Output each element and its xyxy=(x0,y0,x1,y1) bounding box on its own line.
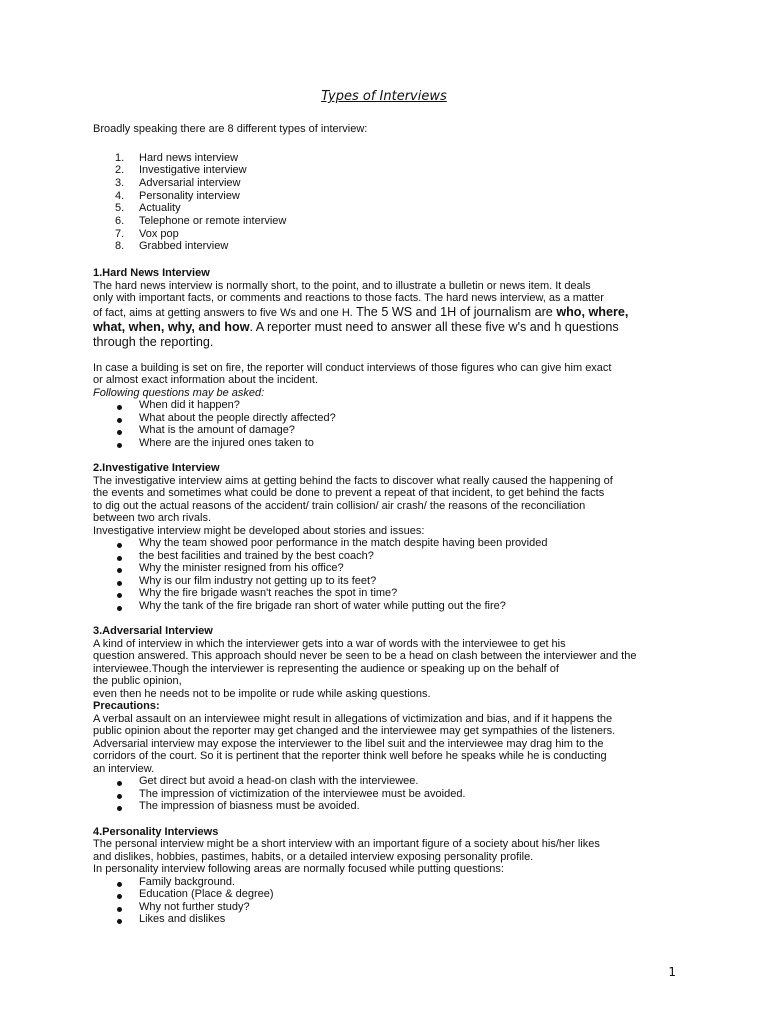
list-item: Get direct but avoid a head-on clash with the interviewee. xyxy=(93,775,683,788)
list-item: Education (Place & degree) xyxy=(93,888,683,901)
list-item: 5. Actuality xyxy=(115,202,181,215)
page-number: 1 xyxy=(668,965,676,979)
paragraph-line: The personal interview might be a short interview with an important figure of a society about his/her likes xyxy=(93,838,600,850)
paragraph-line: even then he needs not to be impolite or rude while asking questions. xyxy=(93,687,431,700)
list-item: 1. Hard news interview xyxy=(115,151,239,164)
paragraph-line: corridors of the court. So it is pertinent that the reporter think well before he speaks while he is conducting xyxy=(93,750,607,762)
paragraph-line: The hard news interview is normally short, to the point, and to illustrate a bulletin or news item. It deals xyxy=(93,279,591,292)
list-item: Likes and dislikes xyxy=(93,913,683,926)
list-item: When did it happen? xyxy=(93,399,683,412)
list-item: the best facilities and trained by the best coach? xyxy=(93,550,683,563)
list-item: Why the tank of the fire brigade ran short of water while putting out the fire? xyxy=(93,600,683,613)
precautions-heading: Precautions: xyxy=(93,700,160,712)
paragraph-line: of fact, aims at getting answers to five Ws and one H. The 5 WS and 1H of journalism are who, where, xyxy=(93,304,629,319)
list-item: 3. Adversarial interview xyxy=(115,176,241,189)
paragraph-line: In case a building is set on fire, the reporter will conduct interviews of those figures who can give him exact xyxy=(93,361,612,374)
paragraph-line: through the reporting. xyxy=(93,334,214,349)
paragraph-line: an interview. xyxy=(93,762,155,775)
precautions-list xyxy=(93,775,683,813)
paragraph-line: what, when, why, and how. A reporter must need to answer all these five w's and h questions xyxy=(93,319,619,334)
list-item: Why the minister resigned from his office? xyxy=(93,562,683,575)
paragraph-line: and dislikes, hobbies, pastimes, habits, or a detailed interview exposing personality profile. xyxy=(93,850,534,863)
list-item: Family background. xyxy=(93,876,683,889)
interview-types-list xyxy=(93,152,683,254)
list-item: The impression of biasness must be avoided. xyxy=(93,800,683,813)
section-investigative xyxy=(93,462,683,612)
paragraph-line: to dig out the actual reasons of the accident/ train collision/ air crash/ the reasons of the reconciliation xyxy=(93,499,586,512)
document-body xyxy=(93,123,683,926)
section-hard-news xyxy=(93,267,683,449)
paragraph-line: Investigative interview might be developed about stories and issues: xyxy=(93,524,425,537)
list-item: Why the team showed poor performance in the match despite having been provided xyxy=(93,537,683,550)
list-item: Why not further study? xyxy=(93,901,683,914)
section-personality xyxy=(93,826,683,926)
paragraph-line: interviewee.Though the interviewer is representing the audience or speaking up on the behalf of xyxy=(93,662,559,675)
section-heading: 1.Hard News Interview xyxy=(93,267,210,279)
question-list xyxy=(93,399,683,449)
paragraph-line: or almost exact information about the incident. xyxy=(93,374,319,386)
list-item: Why the fire brigade wasn't reaches the spot in time? xyxy=(93,587,683,600)
paragraph-line: between two arch rivals. xyxy=(93,512,211,524)
section-adversarial xyxy=(93,625,683,813)
paragraph-line: public opinion about the reporter may get changed and the interviewee may get sympathies of the listeners. xyxy=(93,725,616,737)
page-title: Types of Interviews xyxy=(321,89,447,104)
paragraph-line: Adversarial interview may expose the interviewer to the libel suit and the interviewee may drag him to the xyxy=(93,737,604,750)
list-item: What about the people directly affected? xyxy=(93,412,683,425)
section-heading: 4.Personality Interviews xyxy=(93,825,219,838)
list-item: 7. Vox pop xyxy=(115,227,179,240)
paragraph-line: the public opinion, xyxy=(93,675,182,687)
paragraph-line: Following questions may be asked: xyxy=(93,386,265,399)
question-list xyxy=(93,537,683,612)
list-item: The impression of victimization of the interviewee must be avoided. xyxy=(93,788,683,801)
paragraph-line: the events and sometimes what could be done to prevent a repeat of that incident, to get behind the facts xyxy=(93,487,605,499)
list-item: 2. Investigative interview xyxy=(115,164,247,177)
focus-areas-list xyxy=(93,876,683,926)
paragraph-line: question answered. This approach should never be seen to be a head on clash between the interviewer and the xyxy=(93,650,637,662)
paragraph-line: A kind of interview in which the interviewer gets into a war of words with the interviewee to get his xyxy=(93,637,566,650)
intro-text: Broadly speaking there are 8 different types of interview: xyxy=(93,123,368,135)
list-item: 8. Grabbed interview xyxy=(115,240,229,253)
paragraph-line: In personality interview following areas are normally focused while putting questions: xyxy=(93,863,504,875)
paragraph-line: A verbal assault on an interviewee might result in allegations of victimization and bias, and if it happens the xyxy=(93,712,613,725)
list-item: 6. Telephone or remote interview xyxy=(115,214,287,227)
section-heading: 2.Investigative Interview xyxy=(93,462,220,474)
list-item: Where are the injured ones taken to xyxy=(93,437,683,450)
list-item: What is the amount of damage? xyxy=(93,424,683,437)
paragraph-line: The investigative interview aims at getting behind the facts to discover what really caused the happening of xyxy=(93,474,613,487)
list-item: 4. Personality interview xyxy=(115,189,240,202)
list-item: Why is our film industry not getting up to its feet? xyxy=(93,575,683,588)
paragraph-line: only with important facts, or comments and reactions to those facts. The hard news interview, as a matter xyxy=(93,292,604,304)
section-heading: 3.Adversarial Interview xyxy=(93,625,213,637)
